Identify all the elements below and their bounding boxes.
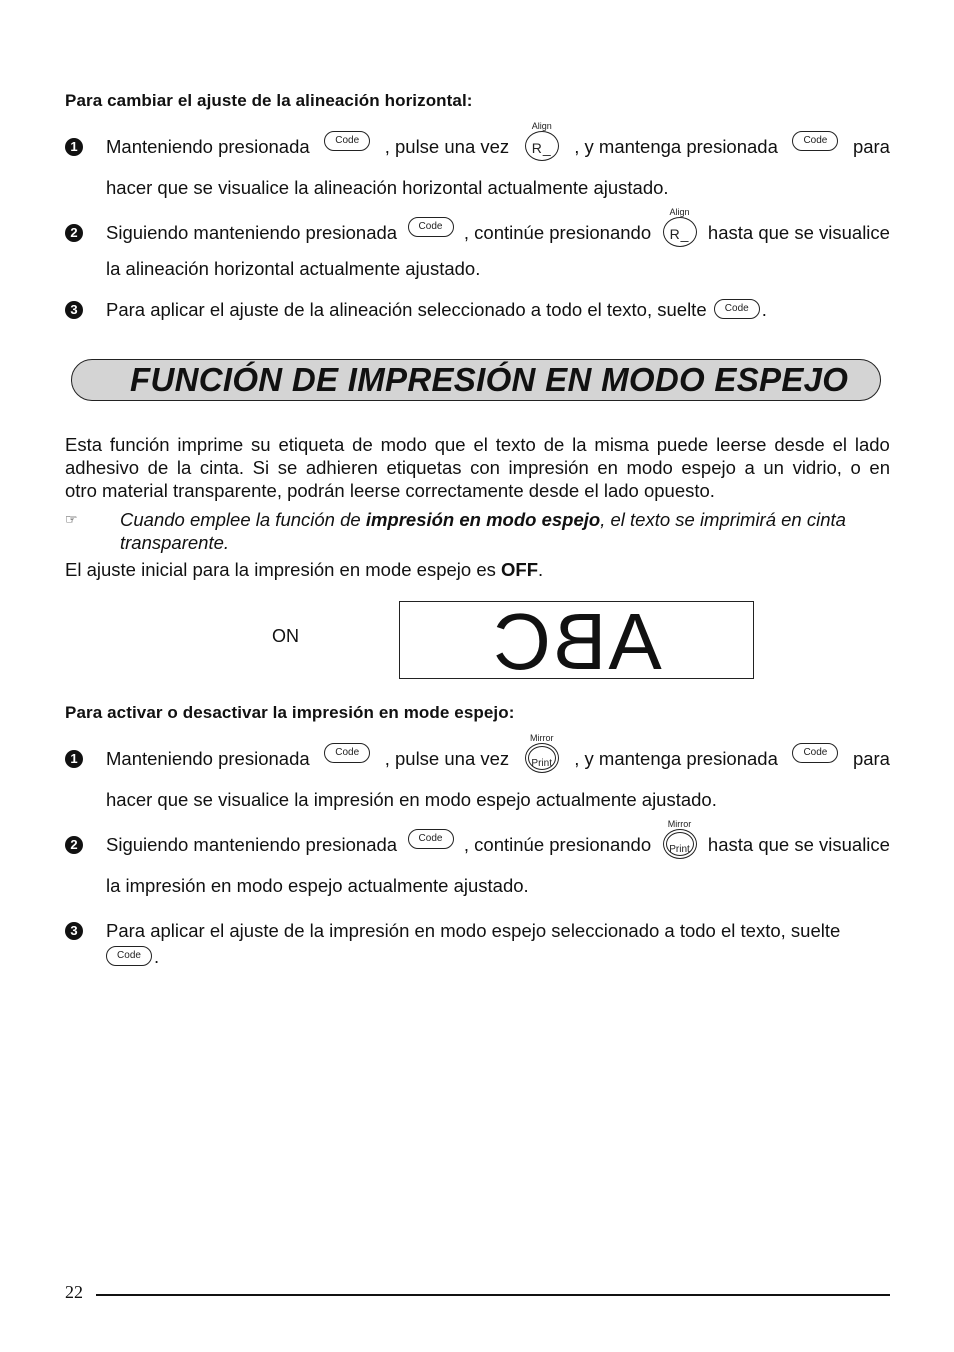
step-text: Siguiendo manteniendo presionada xyxy=(106,222,398,243)
note-text xyxy=(120,508,890,554)
step-number: 3 xyxy=(65,922,83,940)
step-text: , pulse una vez xyxy=(384,136,510,157)
step-line: Para aplicar el ajuste de la impresión en modo espejo seleccionado a todo el texto, suelte xyxy=(106,920,841,941)
step-text: Manteniendo presionada xyxy=(106,748,310,769)
step-text: Para aplicar el ajuste de la alineación seleccionado a todo el texto, suelte xyxy=(106,299,707,320)
step-line: la impresión en modo espejo actualmente ajustado. xyxy=(106,875,529,896)
initial-setting-text: El ajuste inicial para la impresión en mode espejo es OFF. xyxy=(65,559,544,580)
step-text: para xyxy=(852,748,890,769)
print-key-text: Print xyxy=(669,844,690,855)
print-key-text: Print xyxy=(531,758,552,769)
pointing-hand-icon: ☞ xyxy=(65,511,78,527)
note-line-1: Cuando emplee la función de impresión en modo espejo, el texto se imprimirá en cinta xyxy=(120,509,846,530)
step-number: 1 xyxy=(65,750,83,768)
step-text: hasta que se visualice xyxy=(707,222,890,243)
step-line xyxy=(106,121,890,163)
step-text: Manteniendo presionada xyxy=(106,136,310,157)
step-line xyxy=(106,943,890,971)
intro-line-3: otro material transparente, podrán leerse correctamente desde el lado opuesto. xyxy=(65,480,715,501)
subheading-mirror-printing: Para activar o desactivar la impresión en mode espejo: xyxy=(65,703,515,722)
code-key-icon: Code xyxy=(714,299,760,319)
step-line xyxy=(106,733,890,775)
step-text: , y mantenga presionada xyxy=(574,136,778,157)
step-number: 1 xyxy=(65,138,83,156)
step-text: para xyxy=(852,136,890,157)
step-line: hacer que se visualice la alineación horizontal actualmente ajustado. xyxy=(106,177,669,198)
footer-rule xyxy=(96,1294,890,1296)
intro-line-1: Esta función imprime su etiqueta de modo que el texto de la misma puede leerse desde el lado xyxy=(65,434,890,455)
code-key-icon: Code xyxy=(408,217,454,237)
step-text: hasta que se visualice xyxy=(707,834,890,855)
code-key-icon: Code xyxy=(792,131,838,151)
display-on-label: ON xyxy=(272,626,299,646)
align-key-label: Align xyxy=(531,121,552,131)
section-title: FUNCIÓN DE IMPRESIÓN EN MODO ESPEJO xyxy=(130,361,849,398)
step-number: 2 xyxy=(65,224,83,242)
code-key-icon: Code xyxy=(408,829,454,849)
code-key-icon: Code xyxy=(792,743,838,763)
mirror-display xyxy=(399,601,754,679)
print-key-icon xyxy=(525,733,559,773)
align-key-icon xyxy=(525,121,559,161)
step-number: 3 xyxy=(65,301,83,319)
code-key-icon: Code xyxy=(324,131,370,151)
intro-paragraph xyxy=(65,433,890,502)
step-line: hacer que se visualice la impresión en modo espejo actualmente ajustado. xyxy=(106,789,717,810)
align-key-text: R_ xyxy=(669,226,690,242)
align-key-label: Align xyxy=(669,207,690,217)
mirror-key-label: Mirror xyxy=(529,733,554,743)
section-banner xyxy=(71,359,881,401)
step-line: la alineación horizontal actualmente ajustado. xyxy=(106,258,481,279)
align-key-text: R_ xyxy=(531,140,552,156)
step-line xyxy=(106,207,890,249)
step-line xyxy=(106,819,890,861)
step-text: . xyxy=(761,299,767,320)
step-text: , continúe presionando xyxy=(463,222,652,243)
mirrored-text: ABC xyxy=(491,601,662,679)
step-text: . xyxy=(154,946,160,967)
step-text: , pulse una vez xyxy=(384,748,510,769)
code-key-icon: Code xyxy=(324,743,370,763)
print-key-icon xyxy=(663,819,697,859)
note-line-2: transparente. xyxy=(120,532,230,553)
page-number: 22 xyxy=(65,1282,83,1302)
step-line xyxy=(106,296,890,324)
step-text: , y mantenga presionada xyxy=(574,748,778,769)
code-key-icon: Code xyxy=(106,946,152,966)
intro-line-2: adhesivo de la cinta. Si se adhieren etiquetas con impresión en modo espejo a un vidrio, o en xyxy=(65,457,890,478)
step-number: 2 xyxy=(65,836,83,854)
mirror-key-label: Mirror xyxy=(667,819,692,829)
align-key-icon xyxy=(663,207,697,247)
step-text: , continúe presionando xyxy=(463,834,652,855)
subheading-horizontal-alignment: Para cambiar el ajuste de la alineación horizontal: xyxy=(65,91,473,110)
step-text: Siguiendo manteniendo presionada xyxy=(106,834,398,855)
